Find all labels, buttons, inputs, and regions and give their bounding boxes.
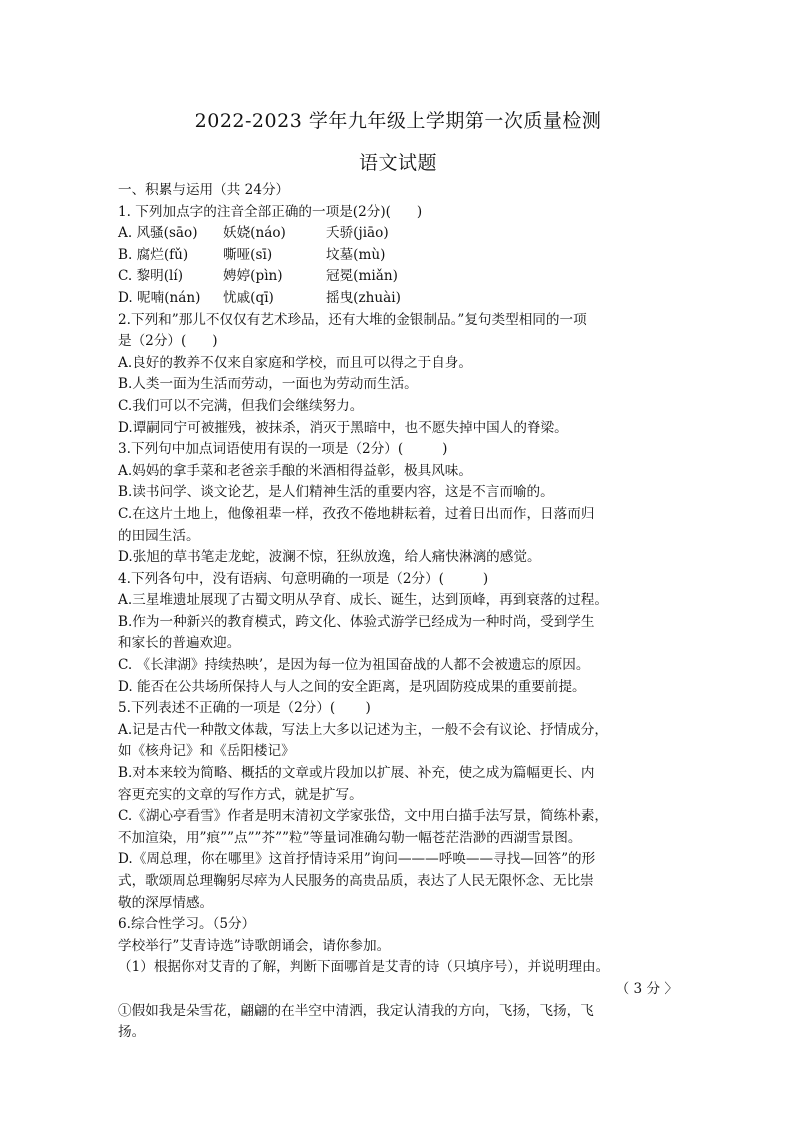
q1-option-d: D. 呢喃(nán) 忧戚(qī) 摇曳(zhuài) [118,289,401,306]
q5-option-d-cont: 式，歌颂周总理鞠躬尽瘁为人民服务的高贵品质，表达了人民无限怀念、无比崇 [118,873,594,889]
question-6-stem: 6.综合性学习。（5分） [118,916,256,933]
q2-option-a: A.良好的教养不仅来自家庭和学校，而且可以得之于自身。 [118,354,472,371]
q5-option-a: A.记是古代一种散文体裁，写法上大多以记述为主，一般不会有议论、抒情成分， [118,721,608,738]
q4-option-a: A.三星堆遗址展现了古蜀文明从孕育、成长、诞生，达到顶峰，再到衰落的过程。 [118,592,608,609]
question-1-stem: 1. 下列加点字的注音全部正确的一项是(2分)( ) [118,203,423,220]
q4-option-d: D. 能否在公共场所保持人与人之间的安全距离，是巩固防疫成果的重要前提。 [118,678,586,695]
section-heading: 一、积累与运用（共 24分） [118,182,290,198]
exam-body [118,180,678,1044]
exam-subtitle: 语文试题 [358,152,437,174]
q4-option-b-cont: 和家长的普遍欢迎。 [118,635,241,652]
q5-option-c-cont: 不加渲染，用”痕””点””芥””粒”等量词准确勾勒一幅苍茫浩渺的西湖雪景图。 [118,829,582,846]
q3-option-d: D.张旭的草书笔走龙蛇，波澜不惊，狂纵放逸，给人痛快淋漓的感觉。 [118,549,541,566]
q2-option-c: C.我们可以不完满，但我们会继续努力。 [118,397,364,414]
q3-option-a: A.妈妈的拿手菜和老爸亲手酿的米酒相得益彰，极具风味。 [118,462,472,479]
question-2-line: 是（2分）( ) [118,333,218,350]
question-6-score: （ 3 分 〉 [615,980,678,997]
q2-option-d: D.谭嗣同宁可被摧残，被抹杀，消灭于黑暗中，也不愿失掉中国人的脊梁。 [118,419,568,436]
q1-option-a: A. 风骚(sāo) 妖娆(náo) 夭骄(jiāo) [118,225,389,242]
question-6-intro: 学校举行”艾青诗选”诗歌朗诵会，请你参加。 [118,937,391,954]
q5-option-b-cont: 容更充实的文章的写作方式，就是扩写。 [118,786,363,803]
q5-option-a-cont: 如《核舟记》和《岳阳楼记》 [118,743,295,760]
question-5-stem: 5.下列表述不正确的一项是（2分）( ) [118,700,371,717]
q2-option-b: B.人类一面为生活而劳动，一面也为劳动而生活。 [118,376,418,393]
q5-option-c: C.《湖心亭看雪》作者是明末清初文学家张岱，文中用白描手法写景，简练朴素， [118,808,609,825]
poem-line: 扬。 [118,1024,146,1041]
exam-title: 2022-2023 学年九年级上学期第一次质量检测 [194,110,602,132]
question-4-stem: 4.下列各句中，没有语病、句意明确的一项是（2分）( ) [118,570,489,587]
question-3-stem: 3.下列句中加点词语使用有误的一项是（2分）( ) [118,441,448,458]
q4-option-c: C. 《长津湖》持续热映’，是因为每一位为祖国奋战的人都不会被遗忘的原因。 [118,657,590,674]
q3-option-c-cont: 的田园生活。 [118,527,200,544]
q5-option-b: B.对本来较为简略、概括的文章或片段加以扩展、补充，使之成为篇幅更长、内 [118,765,595,782]
q3-option-c: C.在这片土地上，他像祖辈一样，孜孜不倦地耕耘着，过着日出而作，日落而归 [118,505,595,522]
q1-option-c: C. 黎明(lí) 娉婷(pìn) 冠冕(miǎn) [118,268,398,285]
poem-line: ①假如我是朵雪花，翩翩的在半空中清洒，我定认清我的方向，飞扬，飞扬，飞 [118,1002,594,1019]
q5-option-d: D.《周总理，你在哪里》这首抒情诗采用”询问———呼唤——寻找—回答”的形 [118,851,596,868]
question-2-line: 2.下列和”那儿不仅仅有艺术珍品，还有大堆的金银制品。”复句类型相同的一项 [118,311,587,328]
question-6-sub1: （1）根据你对艾青的了解，判断下面哪首是艾青的诗（只填序号），并说明理由。 [118,959,610,976]
q5-option-d-cont: 敬的深厚情感。 [118,894,214,911]
q4-option-b: B.作为一种新兴的教育模式，跨文化、体验式游学已经成为一种时尚，受到学生 [118,613,595,630]
q1-option-b: B. 腐烂(fǔ) 嘶哑(sī) 坟墓(mù) [118,246,386,263]
q3-option-b: B.读书问学、谈文论艺，是人们精神生活的重要内容，这是不言而喻的。 [118,484,554,501]
